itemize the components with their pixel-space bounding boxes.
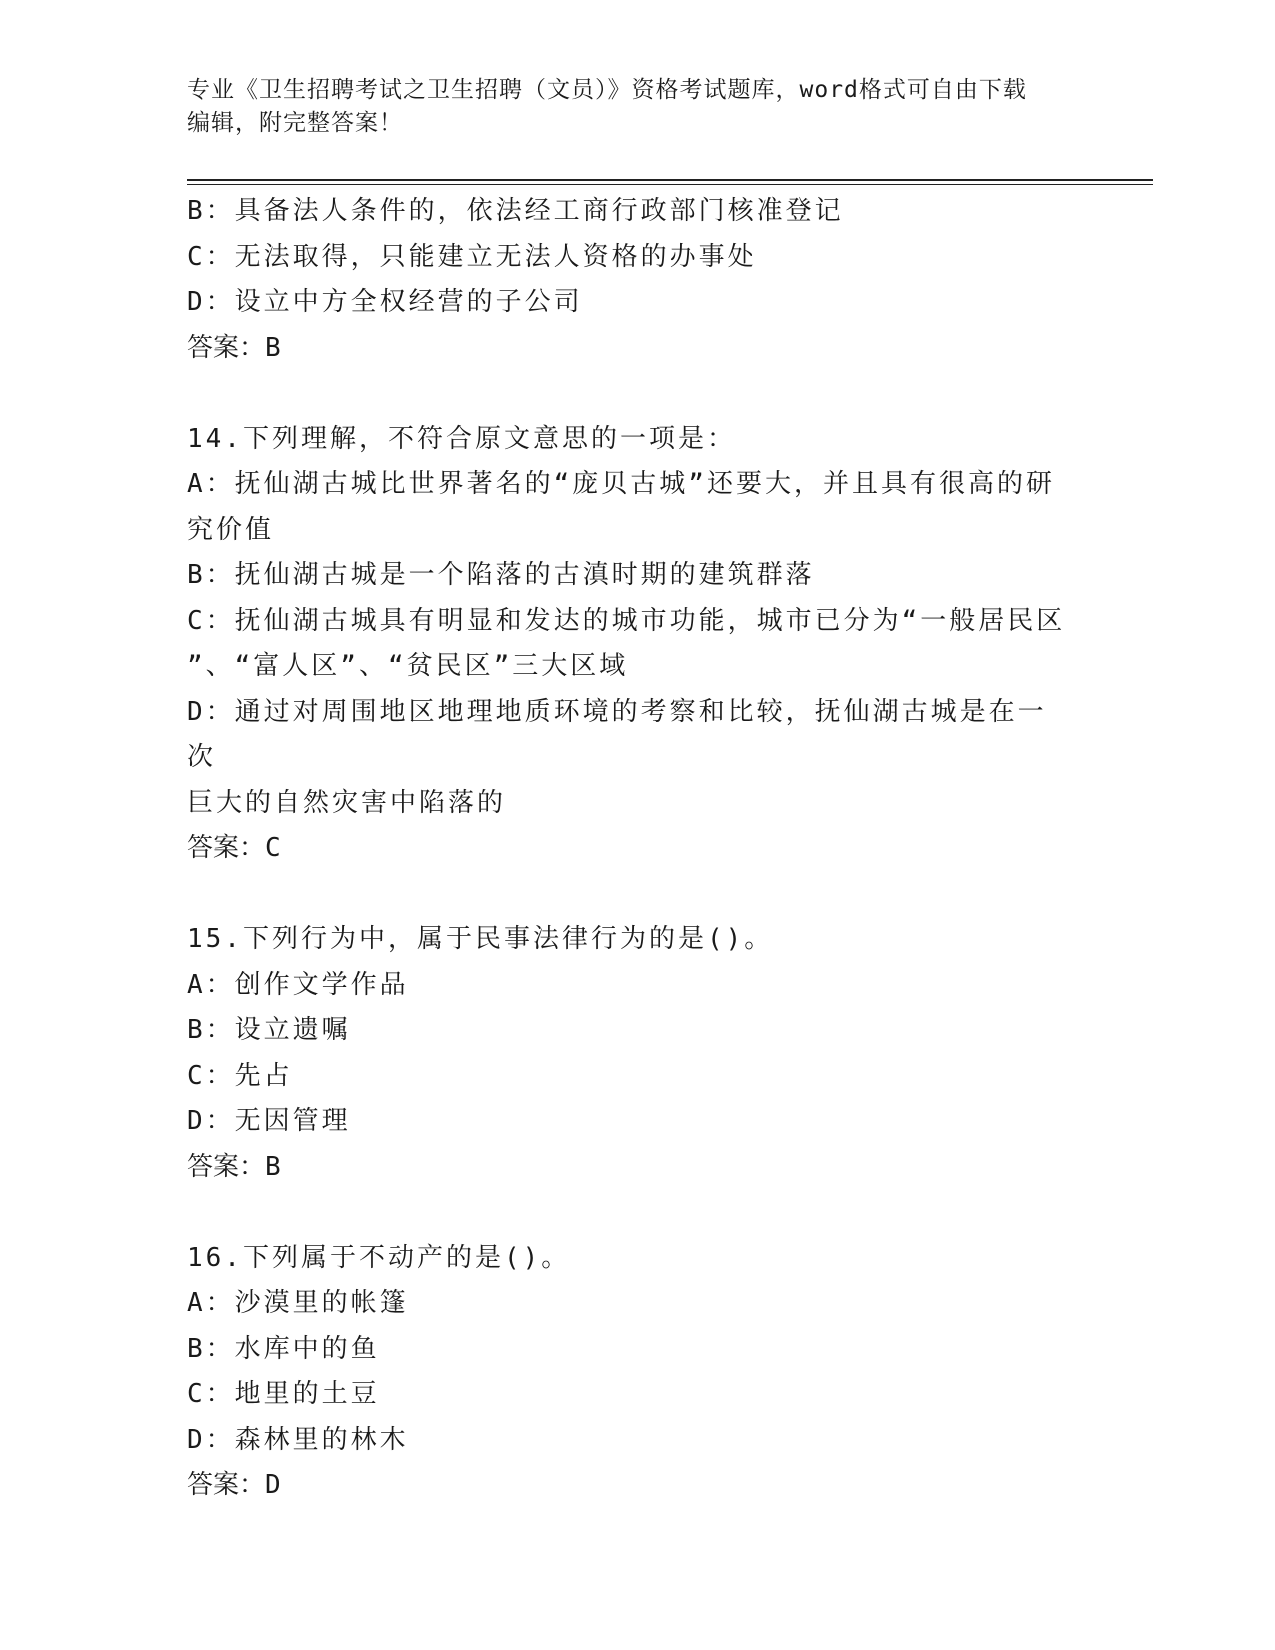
answer-line	[187, 326, 1067, 372]
question-13-continued	[187, 189, 1067, 371]
question-stem: 15.下列行为中，属于民事法律行为的是()。	[187, 924, 774, 954]
option-b: B：设立遗嘱	[187, 1015, 351, 1045]
option-b: B：具备法人条件的，依法经工商行政部门核准登记	[187, 196, 844, 226]
answer-value: B	[265, 332, 281, 363]
option-c: C：先占	[187, 1060, 293, 1091]
answer-line	[187, 826, 1067, 872]
option-c: C：抚仙湖古城具有明显和发达的城市功能，城市已分为“一般居民区	[187, 605, 1066, 636]
option-d: D：通过对周围地区地理地质环境的考察和比较，抚仙湖古城是在一次	[187, 696, 1047, 772]
answer-label: 答案：	[187, 1470, 266, 1500]
option-c: C：地里的土豆	[187, 1379, 380, 1409]
option-b: B：抚仙湖古城是一个陷落的古滇时期的建筑群落	[187, 560, 815, 590]
header-divider-thick	[187, 179, 1153, 181]
question-15	[187, 917, 1067, 1190]
answer-label: 答案：	[187, 332, 266, 363]
document-header	[187, 74, 1067, 140]
header-line-1: 专业《卫生招聘考试之卫生招聘（文员）》资格考试题库，word格式可自由下载	[187, 77, 1027, 103]
question-stem: 16.下列属于不动产的是()。	[187, 1242, 571, 1273]
option-c-continued: ”、“富人区”、“贫民区”三大区域	[187, 651, 629, 681]
option-c: C：无法取得，只能建立无法人资格的办事处	[187, 241, 757, 272]
question-16	[187, 1236, 1067, 1509]
option-d: D：森林里的林木	[187, 1424, 409, 1455]
answer-value: C	[265, 833, 281, 863]
answer-line	[187, 1463, 1067, 1509]
header-divider-thin	[187, 184, 1153, 185]
option-a: A：创作文学作品	[187, 969, 409, 1000]
answer-label: 答案：	[187, 833, 266, 863]
option-d: D：设立中方全权经营的子公司	[187, 287, 583, 317]
answer-value: D	[265, 1470, 281, 1500]
question-list	[187, 189, 1067, 1509]
option-a-continued: 究价值	[187, 514, 275, 545]
question-14	[187, 417, 1067, 872]
option-d-continued: 巨大的自然灾害中陷落的	[187, 787, 507, 818]
answer-value: B	[265, 1151, 281, 1182]
option-a: A：沙漠里的帐篷	[187, 1288, 409, 1318]
spacer	[187, 371, 1067, 417]
header-line-2: 编辑，附完整答案！	[187, 110, 403, 136]
question-stem: 14.下列理解，不符合原文意思的一项是：	[187, 423, 736, 454]
answer-label: 答案：	[187, 1151, 266, 1182]
spacer	[187, 1190, 1067, 1236]
option-a: A：抚仙湖古城比世界著名的“庞贝古城”还要大，并且具有很高的研	[187, 469, 1055, 499]
option-d: D：无因管理	[187, 1106, 351, 1136]
option-b: B：水库中的鱼	[187, 1333, 380, 1364]
spacer	[187, 872, 1067, 918]
answer-line	[187, 1145, 1067, 1191]
